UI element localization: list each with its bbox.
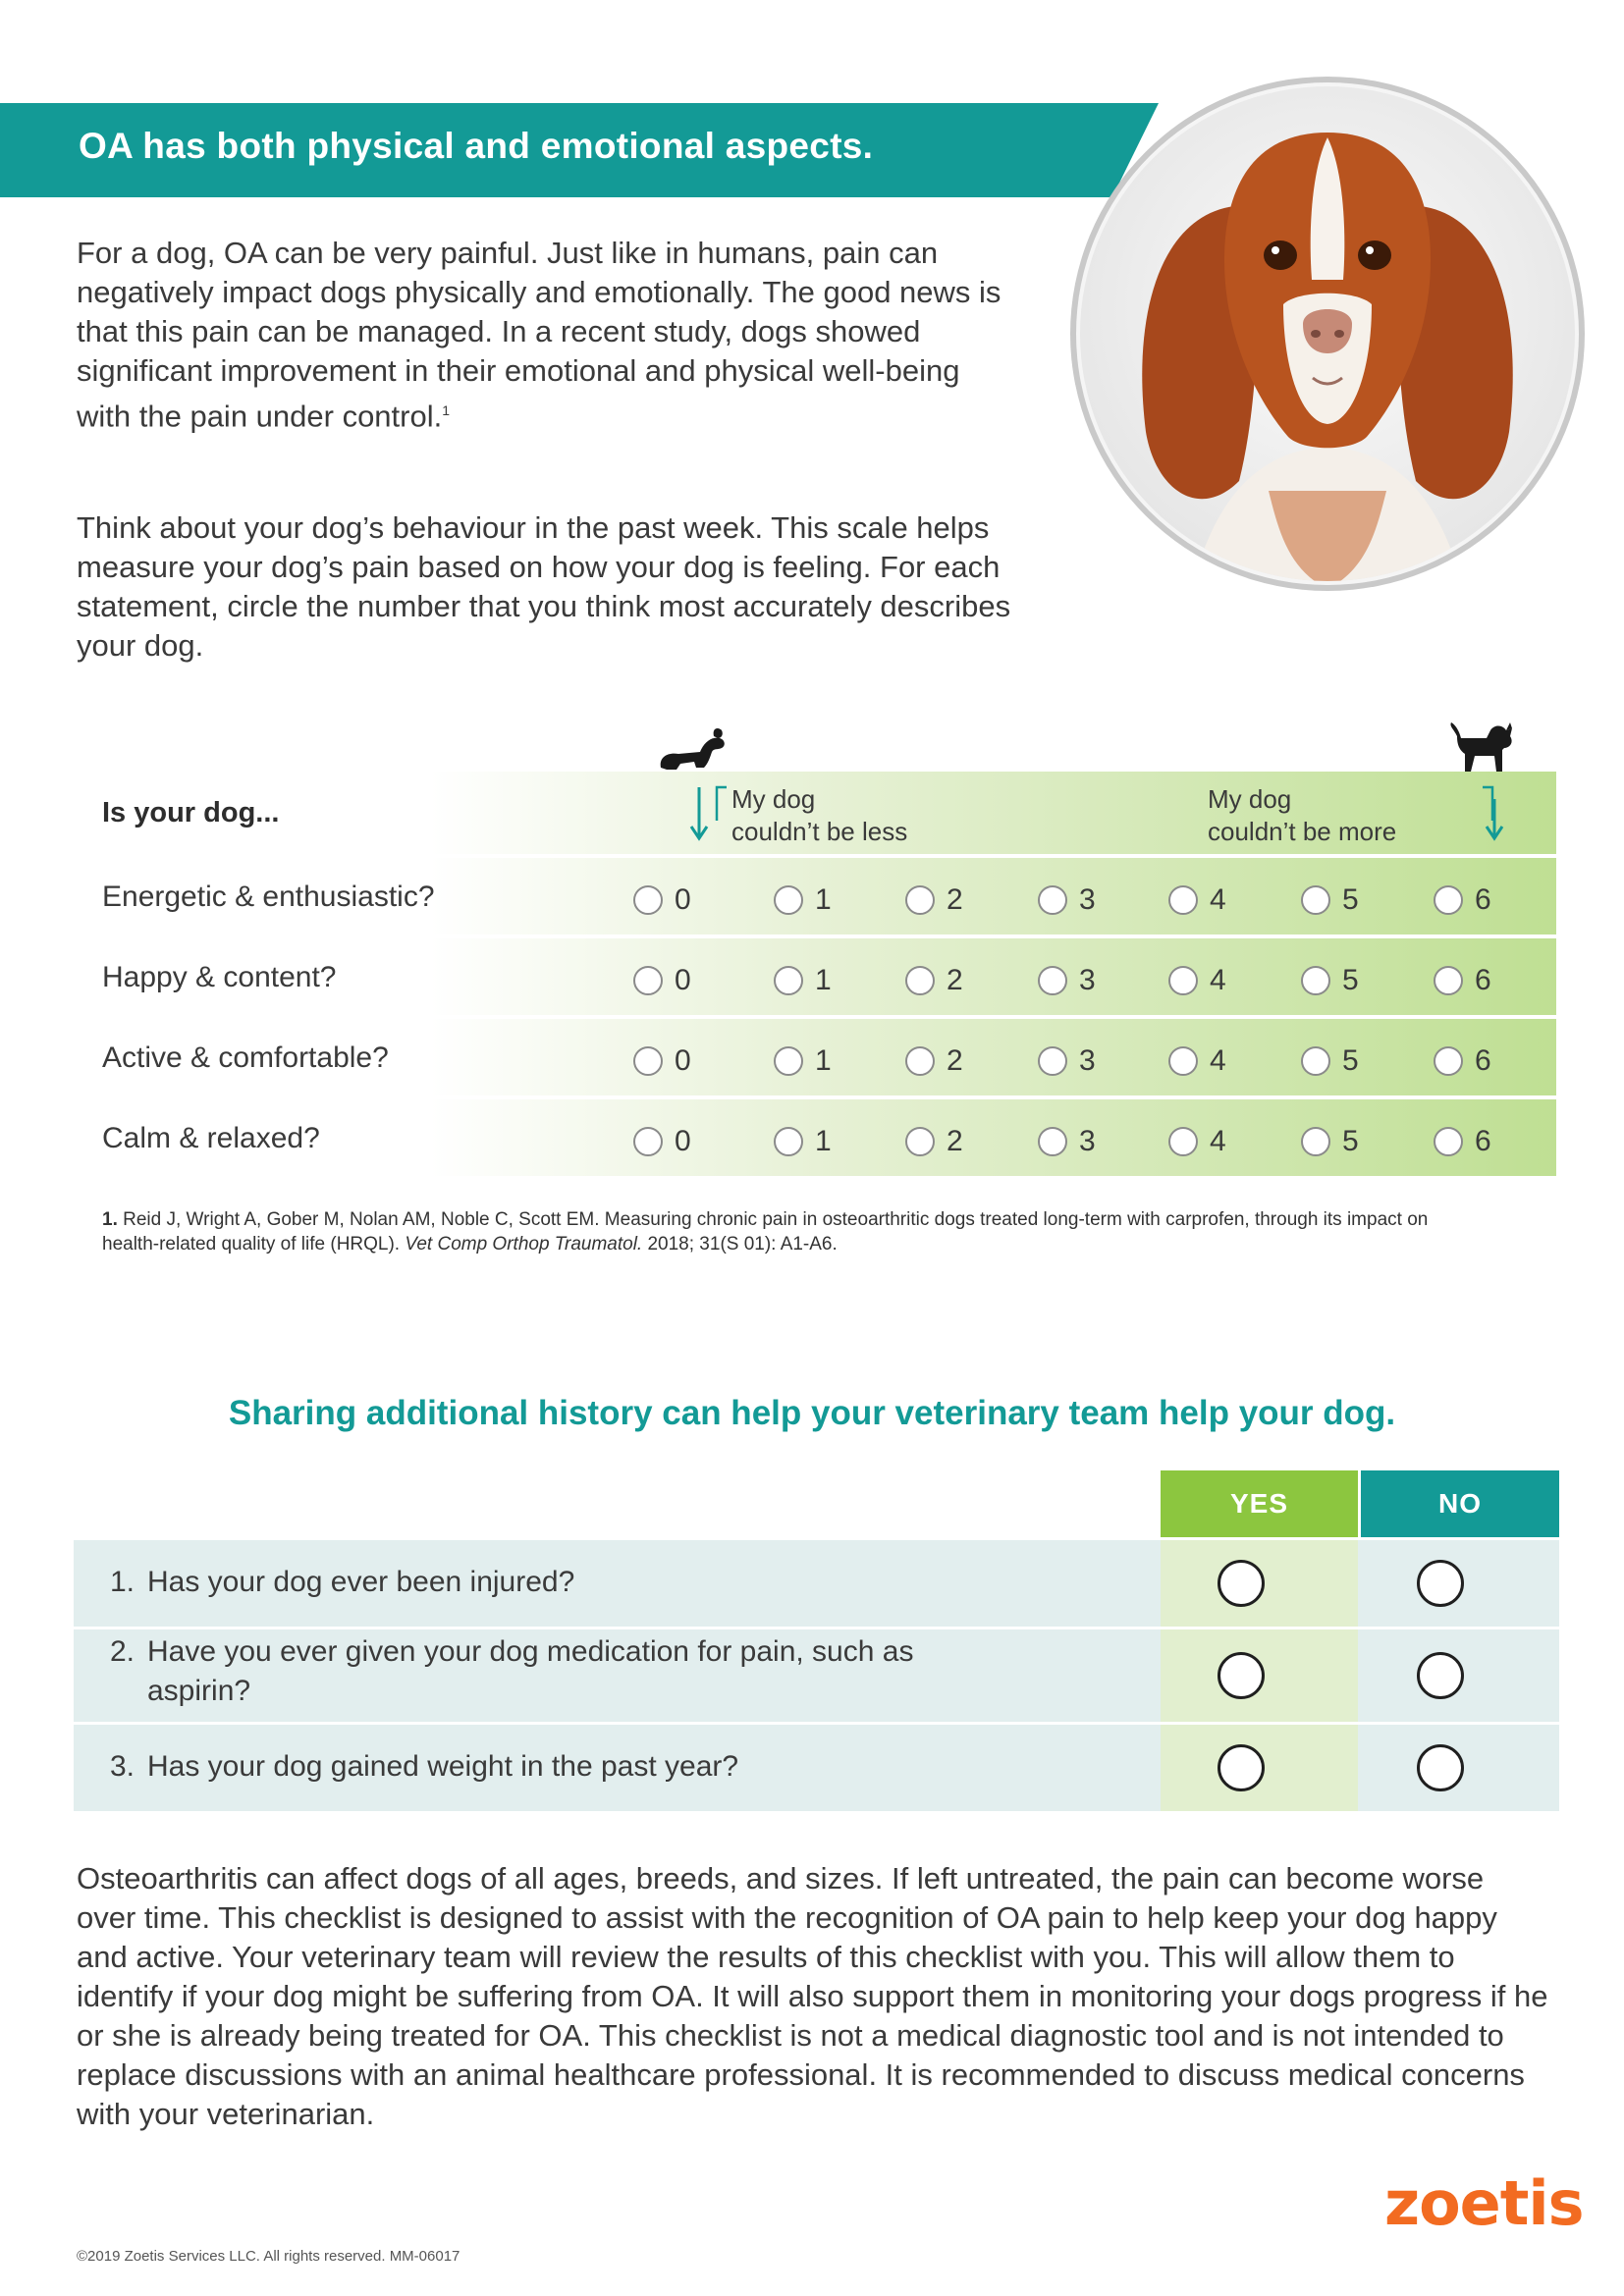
option-number: 2 [947, 1125, 963, 1157]
radio-circle[interactable] [1168, 1127, 1198, 1156]
no-column-header: NO [1361, 1470, 1559, 1537]
option-number: 0 [675, 1044, 691, 1077]
option-number: 5 [1342, 1044, 1359, 1077]
radio-circle[interactable] [633, 966, 663, 995]
scale-option[interactable] [1038, 1123, 1116, 1162]
option-number: 1 [815, 1125, 832, 1157]
history-title: Sharing additional history can help your veterinary team help your dog. [228, 1394, 1396, 1432]
scale-option[interactable] [1038, 1042, 1116, 1082]
scale-option[interactable] [1301, 962, 1380, 1001]
yes-column-header: YES [1161, 1470, 1358, 1537]
radio-circle[interactable] [1434, 1127, 1463, 1156]
footnote-ref: 1 [442, 402, 451, 418]
radio-circle[interactable] [1301, 885, 1330, 915]
radio-circle[interactable] [905, 1127, 935, 1156]
radio-circle[interactable] [1168, 966, 1198, 995]
scale-option[interactable] [905, 962, 984, 1001]
radio-circle[interactable] [774, 1046, 803, 1076]
row-divider [76, 934, 1556, 938]
intro-paragraph-2: Think about your dog’s behaviour in the past week. This scale helps measure your dog’s pain based on how your dog is feeling. For each statement, circle the number that you think most accurately describes your dog. [77, 510, 1011, 663]
zoetis-logo: zoetis [1384, 2167, 1584, 2239]
option-number: 6 [1475, 1044, 1491, 1077]
option-number: 1 [815, 1044, 832, 1077]
option-number: 4 [1210, 883, 1226, 916]
option-number: 4 [1210, 1125, 1226, 1157]
scale-statement: Happy & content? [102, 961, 337, 993]
radio-circle[interactable] [633, 885, 663, 915]
option-number: 3 [1079, 1125, 1096, 1157]
radio-circle[interactable] [774, 1127, 803, 1156]
option-number: 6 [1475, 964, 1491, 996]
dog-photo [1033, 59, 1622, 609]
option-number: 0 [675, 883, 691, 916]
scale-option[interactable] [633, 962, 712, 1001]
radio-circle[interactable] [905, 885, 935, 915]
left-caption [731, 783, 907, 848]
right-caption-line-2: couldn’t be more [1208, 817, 1397, 846]
scale-option[interactable] [1434, 962, 1512, 1001]
right-caption [1208, 783, 1396, 848]
scale-option[interactable] [905, 1123, 984, 1162]
option-number: 0 [675, 1125, 691, 1157]
option-number: 4 [1210, 964, 1226, 996]
option-number: 2 [947, 964, 963, 996]
down-arrow-icon [1483, 785, 1506, 844]
footnote-text-part2: 2018; 31(S 01): A1-A6. [647, 1234, 838, 1255]
footnote [102, 1207, 1477, 1256]
option-number: 4 [1210, 1044, 1226, 1077]
intro-paragraph-1 [77, 234, 1019, 436]
radio-circle[interactable] [1434, 1046, 1463, 1076]
scale-option[interactable] [1301, 881, 1380, 921]
scale-statement: Energetic & enthusiastic? [102, 881, 435, 913]
scale-option[interactable] [1301, 1042, 1380, 1082]
scale-heading: Is your dog... [102, 797, 280, 828]
left-caption-line-1: My dog [731, 784, 816, 814]
no-checkbox[interactable] [1417, 1744, 1464, 1791]
radio-circle[interactable] [905, 966, 935, 995]
scale-option[interactable] [1301, 1123, 1380, 1162]
scale-option[interactable] [905, 881, 984, 921]
option-number: 6 [1475, 1125, 1491, 1157]
question-text: Has your dog ever been injured? [147, 1566, 575, 1598]
radio-circle[interactable] [1038, 1046, 1067, 1076]
scale-option[interactable] [1038, 962, 1116, 1001]
row-divider [76, 1095, 1556, 1099]
radio-circle[interactable] [905, 1046, 935, 1076]
question-text: Have you ever given your dog medication for pain, such as aspirin? [147, 1635, 914, 1707]
no-checkbox[interactable] [1417, 1560, 1464, 1607]
option-number: 3 [1079, 1044, 1096, 1077]
happy-dog-icon [1447, 721, 1522, 775]
radio-circle[interactable] [633, 1127, 663, 1156]
closing-paragraph: Osteoarthritis can affect dogs of all ages, breeds, and sizes. If left untreated, the pain can become worse over time. This checklist is designed to assist with the recognition of OA pain to help keep your dog happy and active. Your veterinary team will review the results of this checklist with you. This will allow them to identify if your dog might be suffering from OA. It will also support them in monitoring your dogs progress if he or she is already being treated for OA. This checklist is not a medical diagnostic tool and is not intended to replace discussions with an animal healthcare professional. It is recommended to discuss medical concerns with your veterinarian. [77, 1861, 1548, 2131]
scale-option[interactable] [1168, 962, 1247, 1001]
scale-statement: Calm & relaxed? [102, 1122, 320, 1154]
scale-option[interactable] [633, 1042, 712, 1082]
option-number: 2 [947, 1044, 963, 1077]
radio-circle[interactable] [1038, 885, 1067, 915]
option-number: 1 [815, 964, 832, 996]
radio-circle[interactable] [1434, 966, 1463, 995]
scale-option[interactable] [905, 1042, 984, 1082]
radio-circle[interactable] [1168, 885, 1198, 915]
radio-circle[interactable] [1301, 1127, 1330, 1156]
question-text: Has your dog gained weight in the past year? [147, 1750, 739, 1783]
left-caption-line-2: couldn’t be less [731, 817, 908, 846]
radio-circle[interactable] [1434, 885, 1463, 915]
radio-circle[interactable] [774, 885, 803, 915]
radio-circle[interactable] [1168, 1046, 1198, 1076]
scale-option[interactable] [774, 962, 852, 1001]
yes-checkbox[interactable] [1218, 1560, 1265, 1607]
option-number: 1 [815, 883, 832, 916]
copyright: ©2019 Zoetis Services LLC. All rights reserved. MM-06017 [77, 2248, 460, 2265]
sad-dog-icon [653, 724, 731, 775]
scale-option[interactable] [774, 1123, 852, 1162]
right-caption-line-1: My dog [1208, 784, 1292, 814]
option-number: 5 [1342, 1125, 1359, 1157]
radio-circle[interactable] [1038, 1127, 1067, 1156]
scale-option[interactable] [1434, 1123, 1512, 1162]
question-number: 3. [110, 1750, 135, 1783]
scale-statement: Active & comfortable? [102, 1041, 389, 1074]
radio-circle[interactable] [774, 966, 803, 995]
radio-circle[interactable] [1301, 966, 1330, 995]
yes-checkbox[interactable] [1218, 1744, 1265, 1791]
scale-option[interactable] [1168, 1123, 1247, 1162]
down-arrow-icon [687, 785, 711, 844]
scale-option[interactable] [774, 881, 852, 921]
option-number: 0 [675, 964, 691, 996]
bracket-left [715, 785, 729, 825]
option-number: 2 [947, 883, 963, 916]
footnote-number: 1. [102, 1209, 118, 1230]
scale-option[interactable] [633, 1123, 712, 1162]
scale-option[interactable] [1434, 881, 1512, 921]
scale-option[interactable] [1168, 1042, 1247, 1082]
question-number: 1. [110, 1566, 135, 1598]
no-checkbox[interactable] [1417, 1652, 1464, 1699]
scale-option[interactable] [1434, 1042, 1512, 1082]
intro-paragraph-1-text: For a dog, OA can be very painful. Just like in humans, pain can negatively impact dogs physically and emotionally. The good news is that this pain can be managed. In a recent study, dogs showed significant improvement in their emotional and physical well-being with the pain under control. [77, 236, 1001, 434]
option-number: 3 [1079, 883, 1096, 916]
footnote-text-part1: Reid J, Wright A, Gober M, Nolan AM, Noble C, Scott EM. Measuring chronic pain in osteoarthritic dogs treated long-term with carprofen, through its impact on health-related quality of life (HRQL). [102, 1209, 1429, 1255]
scale-option[interactable] [1038, 881, 1116, 921]
radio-circle[interactable] [1301, 1046, 1330, 1076]
option-number: 5 [1342, 964, 1359, 996]
radio-circle[interactable] [633, 1046, 663, 1076]
row-divider [76, 854, 1556, 858]
option-number: 6 [1475, 883, 1491, 916]
question-number: 2. [110, 1635, 135, 1668]
option-number: 5 [1342, 883, 1359, 916]
option-number: 3 [1079, 964, 1096, 996]
scale-option[interactable] [1168, 881, 1247, 921]
yes-checkbox[interactable] [1218, 1652, 1265, 1699]
scale-option[interactable] [633, 881, 712, 921]
row-divider [76, 1015, 1556, 1019]
footnote-journal: Vet Comp Orthop Traumatol. [405, 1234, 643, 1255]
radio-circle[interactable] [1038, 966, 1067, 995]
banner-title: OA has both physical and emotional aspects. [79, 126, 874, 166]
scale-option[interactable] [774, 1042, 852, 1082]
